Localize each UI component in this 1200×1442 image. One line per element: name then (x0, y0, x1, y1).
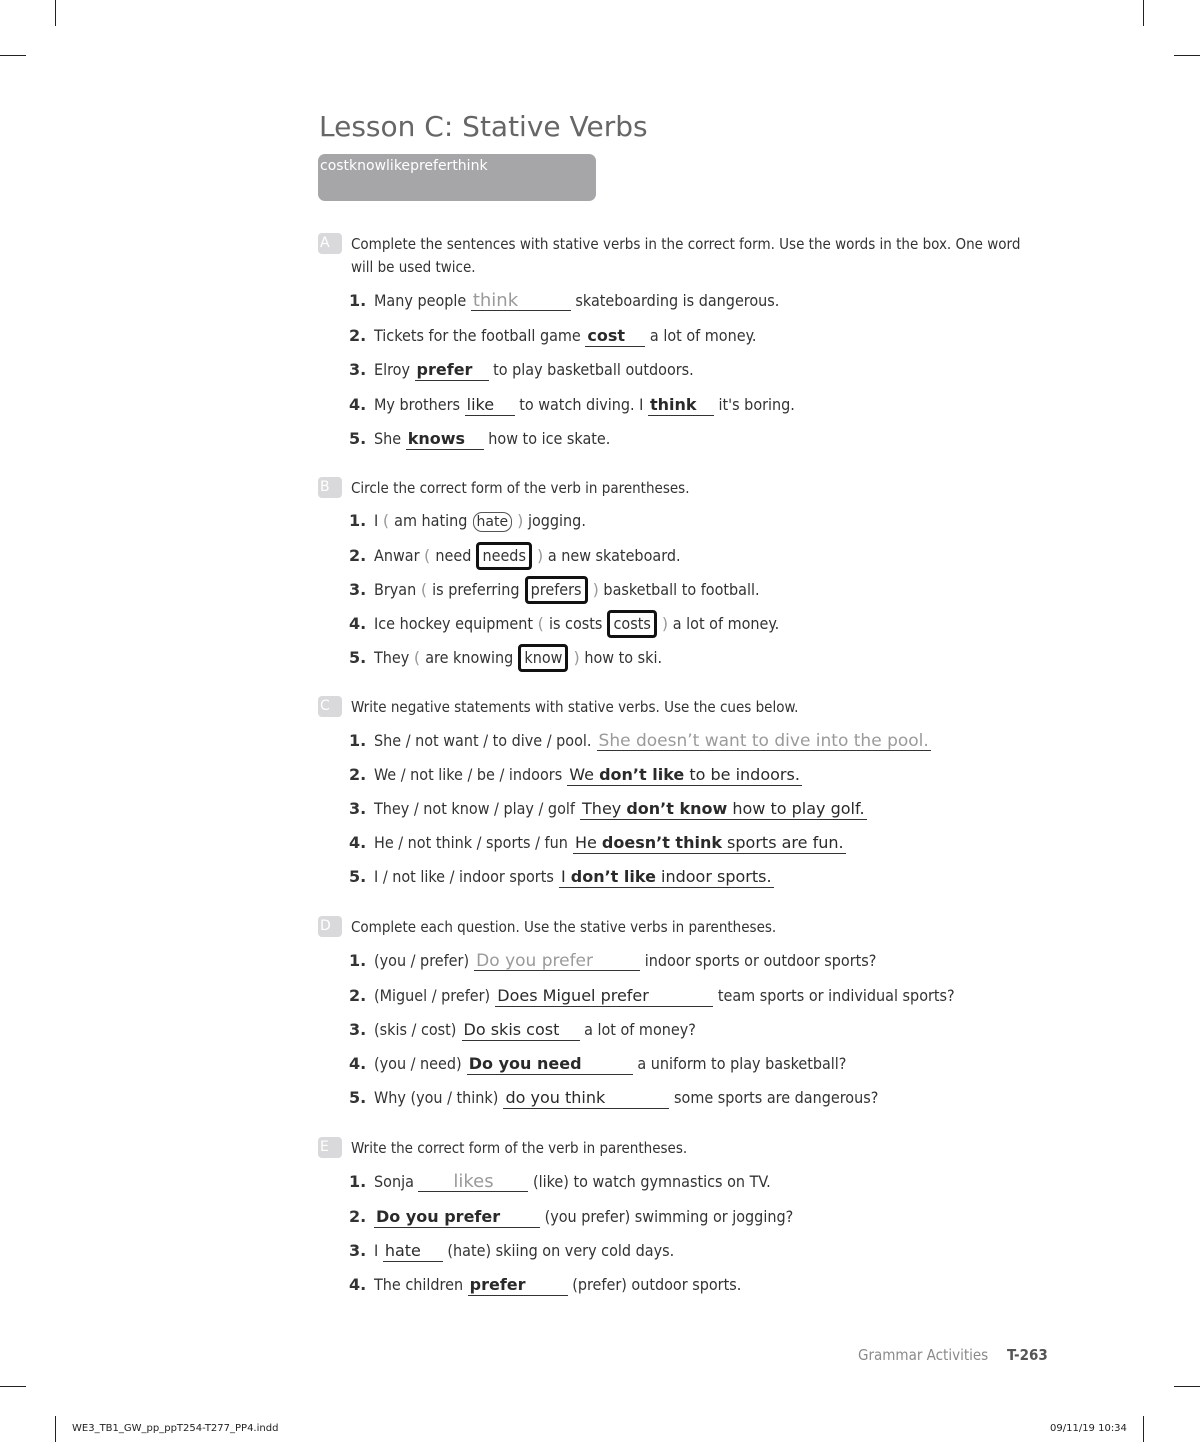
option-circled[interactable]: prefers (525, 576, 588, 604)
item-text: Bryan (374, 580, 421, 599)
section-c-item (349, 727, 931, 755)
open-paren: ( (537, 614, 549, 633)
item-text: to watch diving. I (514, 395, 648, 414)
answer-blank[interactable]: Do you prefer (474, 952, 640, 971)
answer-blank[interactable] (567, 765, 802, 786)
word-box-word: prefer (410, 158, 453, 174)
item-text: some sports are dangerous? (669, 1088, 879, 1107)
section-d-item (349, 947, 876, 975)
close-paren: ) (531, 546, 544, 565)
crop-mark (1143, 0, 1144, 26)
answer-text: He (574, 833, 602, 852)
section-b-instruction: Circle the correct form of the verb in parentheses. (351, 479, 690, 497)
item-cue: (Miguel / prefer) (374, 986, 491, 1005)
item-text: I (374, 511, 383, 530)
section-d-item (349, 1050, 846, 1078)
crop-mark (1174, 1386, 1200, 1387)
answer-blank[interactable]: like (465, 395, 515, 416)
item-text: My brothers (374, 395, 465, 414)
section-a-instruction: Complete the sentences with stative verbs in the correct form. Use the words in the box. One word will be used twice. (351, 235, 1021, 276)
page-title: Lesson C: Stative Verbs (319, 110, 648, 143)
item-number: 3. (349, 1020, 367, 1039)
answer-text: how to play golf. (727, 799, 865, 818)
item-number: 4. (349, 614, 367, 633)
open-paren: ( (382, 511, 395, 530)
answer-text: indoor sports. (655, 867, 772, 886)
item-text: to play basketball outdoors. (488, 360, 694, 379)
item-text: basketball to football. (598, 580, 760, 599)
answer-text: We (569, 765, 600, 784)
answer-blank[interactable]: cost (585, 326, 645, 347)
open-paren: ( (420, 580, 433, 599)
item-cue: They / not know / play / golf (374, 799, 575, 818)
answer-blank[interactable]: think (471, 292, 571, 311)
item-number: 1. (349, 291, 367, 310)
section-c-badge: C (318, 696, 342, 717)
item-text: a lot of money? (579, 1020, 696, 1039)
answer-blank[interactable]: knows (406, 429, 484, 450)
answer-blank[interactable]: do you think (503, 1088, 669, 1109)
section-b-item (349, 576, 760, 604)
crop-mark (55, 1416, 56, 1442)
section-a-item (349, 322, 756, 350)
item-cue: (skis / cost) (374, 1020, 457, 1039)
item-number: 4. (349, 395, 367, 414)
option-wrong[interactable]: is preferring (432, 580, 520, 599)
answer-blank[interactable]: likes (418, 1173, 528, 1192)
item-cue: We / not like / be / indoors (374, 765, 563, 784)
date-slug: 09/11/19 10:34 (1050, 1423, 1127, 1434)
section-e-item (349, 1271, 741, 1299)
word-box (318, 154, 596, 201)
item-number: 3. (349, 580, 367, 599)
section-b-item (349, 610, 779, 638)
section-e-item (349, 1203, 793, 1231)
word-box-word: like (386, 158, 411, 174)
item-text: Many people (374, 291, 471, 310)
section-c-item (349, 795, 867, 823)
item-text: (prefer) outdoor sports. (567, 1275, 742, 1294)
item-cue: (you / prefer) (374, 951, 470, 970)
item-text: Elroy (374, 360, 415, 379)
item-number: 5. (349, 1088, 367, 1107)
item-text: a lot of money. (668, 614, 780, 633)
section-c-item (349, 863, 774, 891)
section-a-item (349, 287, 779, 315)
section-b-item (349, 644, 662, 672)
item-text: Tickets for the football game (374, 326, 586, 345)
open-paren: ( (413, 648, 426, 667)
item-text: The children (374, 1275, 468, 1294)
answer-text: sports are fun. (721, 833, 844, 852)
section-d-item (349, 982, 955, 1010)
option-wrong[interactable]: need (435, 546, 472, 565)
option-wrong[interactable]: am hating (394, 511, 468, 530)
answer-text: She doesn’t want to dive into the pool. (598, 731, 929, 751)
file-slug: WE3_TB1_GW_pp_ppT254-T277_PP4.indd (72, 1423, 279, 1434)
item-text: (hate) skiing on very cold days. (442, 1241, 675, 1260)
item-text: indoor sports or outdoor sports? (640, 951, 877, 970)
item-number: 5. (349, 648, 367, 667)
option-circled[interactable]: know (518, 644, 568, 672)
option-circled[interactable]: hate (473, 512, 513, 532)
answer-blank[interactable]: prefer (468, 1275, 568, 1296)
answer-blank[interactable] (559, 867, 774, 888)
item-text: a new skateboard. (543, 546, 681, 565)
item-text: Sonja (374, 1172, 419, 1191)
item-number: 4. (349, 1275, 367, 1294)
item-number: 1. (349, 511, 367, 530)
word-box-word: know (349, 158, 387, 174)
item-text: (you prefer) swimming or jogging? (540, 1207, 794, 1226)
item-number: 1. (349, 731, 367, 750)
page-number: T-263 (1007, 1346, 1048, 1364)
section-d-item (349, 1016, 696, 1044)
answer-text: to be indoors. (684, 765, 800, 784)
item-text: jogging. (523, 511, 586, 530)
answer-blank[interactable]: Do you need (467, 1054, 633, 1075)
item-cue: (you / need) (374, 1054, 462, 1073)
item-text: Ice hockey equipment (374, 614, 538, 633)
close-paren: ) (568, 648, 580, 667)
section-b-item (349, 507, 586, 535)
answer-bold: don’t like (570, 867, 656, 886)
option-circled[interactable]: costs (607, 610, 656, 638)
item-cue: She / not want / to dive / pool. (374, 731, 592, 750)
item-cue: Why (you / think) (374, 1088, 499, 1107)
section-d-item (349, 1084, 878, 1112)
section-d-instruction: Complete each question. Use the stative verbs in parentheses. (351, 918, 777, 936)
close-paren: ) (512, 511, 524, 530)
answer-blank[interactable]: think (648, 395, 714, 416)
item-text: it's boring. (713, 395, 795, 414)
item-number: 2. (349, 765, 367, 784)
item-number: 2. (349, 986, 367, 1005)
word-box-word: cost (320, 158, 350, 174)
option-wrong[interactable]: are knowing (425, 648, 514, 667)
section-b-item (349, 542, 681, 570)
crop-mark (0, 55, 26, 56)
close-paren: ) (587, 580, 599, 599)
crop-mark (1174, 55, 1200, 56)
item-number: 4. (349, 833, 367, 852)
item-text: a lot of money. (645, 326, 757, 345)
item-number: 3. (349, 360, 367, 379)
answer-blank[interactable] (580, 799, 867, 820)
item-number: 2. (349, 546, 367, 565)
section-d-badge: D (318, 916, 342, 937)
item-text: They (374, 648, 414, 667)
answer-text: I (560, 867, 571, 886)
item-number: 1. (349, 951, 367, 970)
item-text: She (374, 429, 406, 448)
section-c-instruction: Write negative statements with stative verbs. Use the cues below. (351, 698, 799, 716)
section-e-instruction: Write the correct form of the verb in parentheses. (351, 1139, 688, 1157)
section-b-badge: B (318, 477, 342, 498)
item-text: skateboarding is dangerous. (570, 291, 780, 310)
footer-section-title: Grammar Activities (858, 1346, 989, 1364)
section-e-item (349, 1168, 771, 1196)
section-c-item (349, 829, 846, 857)
answer-blank[interactable]: hate (383, 1241, 443, 1262)
section-a-item (349, 391, 795, 419)
answer-blank[interactable]: prefer (415, 360, 489, 381)
item-number: 1. (349, 1172, 367, 1191)
section-e-item (349, 1237, 674, 1265)
item-number: 4. (349, 1054, 367, 1073)
item-text: a uniform to play basketball? (632, 1054, 847, 1073)
crop-mark (55, 0, 56, 26)
answer-blank[interactable] (573, 833, 846, 854)
answer-blank[interactable]: Does Miguel prefer (495, 986, 713, 1007)
close-paren: ) (656, 614, 669, 633)
crop-mark (0, 1386, 26, 1387)
section-a-badge: A (318, 233, 342, 254)
word-box-word: think (452, 158, 488, 174)
section-a-item (349, 356, 694, 384)
answer-bold: don’t like (599, 765, 685, 784)
item-text: (like) to watch gymnastics on TV. (528, 1172, 771, 1191)
section-c-item (349, 761, 802, 789)
section-a-item (349, 425, 610, 453)
item-cue: I / not like / indoor sports (374, 867, 554, 886)
item-cue: He / not think / sports / fun (374, 833, 568, 852)
answer-blank[interactable] (597, 732, 931, 751)
section-e-badge: E (318, 1137, 342, 1158)
item-text: how to ice skate. (483, 429, 611, 448)
answer-blank[interactable]: Do skis cost (462, 1020, 580, 1041)
item-number: 5. (349, 429, 367, 448)
open-paren: ( (424, 546, 436, 565)
option-wrong[interactable]: is costs (548, 614, 603, 633)
answer-text: They (582, 799, 627, 818)
item-number: 2. (349, 326, 367, 345)
item-number: 2. (349, 1207, 367, 1226)
answer-bold: don’t know (626, 799, 728, 818)
item-number: 3. (349, 799, 367, 818)
item-text: how to ski. (579, 648, 663, 667)
item-text: I (374, 1241, 383, 1260)
item-number: 3. (349, 1241, 367, 1260)
option-circled[interactable]: needs (476, 542, 531, 570)
answer-bold: doesn’t think (601, 833, 722, 852)
item-number: 5. (349, 867, 367, 886)
crop-mark (1143, 1416, 1144, 1442)
item-text: team sports or individual sports? (713, 986, 955, 1005)
answer-blank[interactable]: Do you prefer (374, 1207, 540, 1228)
item-text: Anwar (374, 546, 425, 565)
